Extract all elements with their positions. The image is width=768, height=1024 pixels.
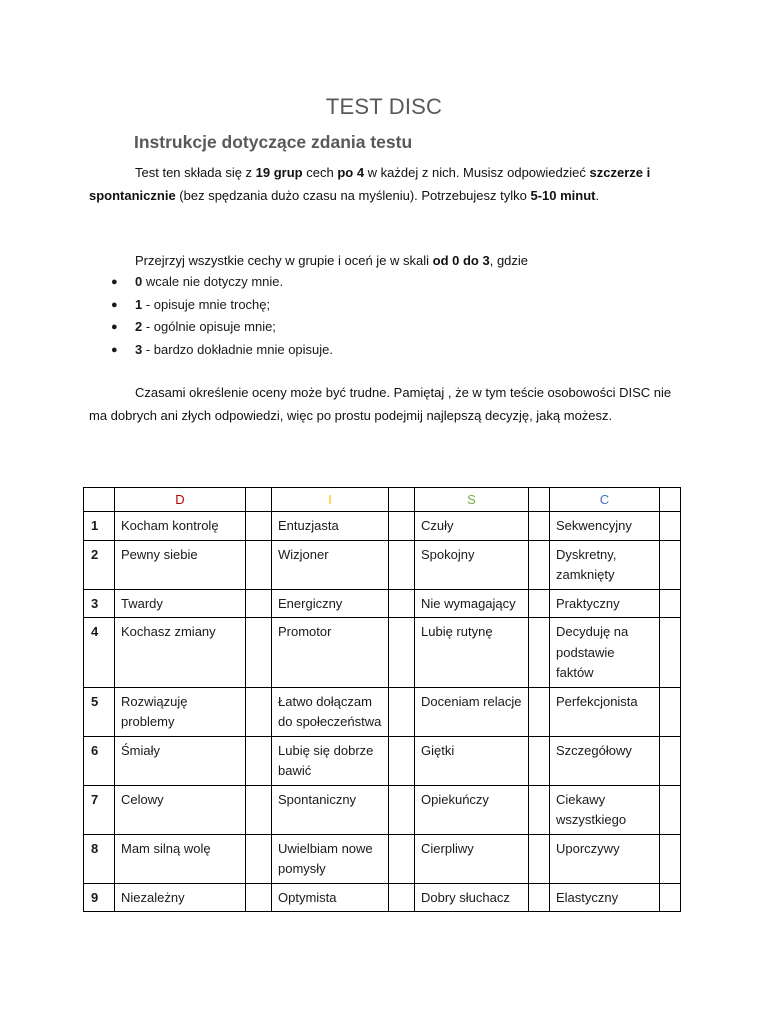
trait-c: Sekwencyjny xyxy=(550,512,660,541)
row-number: 5 xyxy=(84,687,115,736)
score-cell-d[interactable] xyxy=(246,687,272,736)
trait-d: Rozwiązuję problemy xyxy=(115,687,246,736)
page-title: TEST DISC xyxy=(325,94,443,119)
trait-d: Kocham kontrolę xyxy=(115,512,246,541)
trait-c: Elastyczny xyxy=(550,883,660,912)
text-run-bold: od 0 do 3 xyxy=(432,253,490,268)
row-number: 1 xyxy=(84,512,115,541)
text-run-bold: po 4 xyxy=(337,165,365,180)
trait-d: Twardy xyxy=(115,589,246,618)
trait-s: Doceniam relacje xyxy=(415,687,529,736)
table-row xyxy=(84,736,681,785)
trait-i: Lubię się dobrze bawić xyxy=(272,736,389,785)
scale-description: - opisuje mnie trochę; xyxy=(142,296,271,312)
score-cell-c[interactable] xyxy=(660,687,681,736)
score-cell-i[interactable] xyxy=(389,618,415,688)
bullet-icon: ● xyxy=(111,343,118,356)
trait-d: Mam silną wolę xyxy=(115,834,246,883)
text-run-bold: szczerze xyxy=(589,165,643,180)
trait-c: Dyskretny, zamknięty xyxy=(550,540,660,589)
trait-s: Spokojny xyxy=(415,540,529,589)
score-cell-c[interactable] xyxy=(660,618,681,688)
trait-i: Spontaniczny xyxy=(272,785,389,834)
trait-i: Łatwo dołączam do społeczeństwa xyxy=(272,687,389,736)
score-cell-s[interactable] xyxy=(529,834,550,883)
header-cell-number xyxy=(84,488,115,512)
trait-i: Energiczny xyxy=(272,589,389,618)
score-cell-s[interactable] xyxy=(529,687,550,736)
trait-i: Promotor xyxy=(272,618,389,688)
score-cell-s[interactable] xyxy=(529,512,550,541)
trait-s: Cierpliwy xyxy=(415,834,529,883)
instructions-paragraph-1 xyxy=(89,162,679,207)
trait-s: Lubię rutynę xyxy=(415,618,529,688)
score-cell-d[interactable] xyxy=(246,834,272,883)
text-run-bold: 19 grup xyxy=(255,165,303,180)
header-cell-s: S xyxy=(415,488,529,512)
text-run-bold: spontanicznie xyxy=(89,187,176,203)
score-cell-c[interactable] xyxy=(660,589,681,618)
text-run-bold: 5-10 minut xyxy=(530,187,596,203)
trait-d: Celowy xyxy=(115,785,246,834)
text-run: , gdzie xyxy=(489,253,529,268)
trait-d: Kochasz zmiany xyxy=(115,618,246,688)
section-heading: Instrukcje dotyczące zdania testu xyxy=(134,132,413,152)
header-cell-d: D xyxy=(115,488,246,512)
score-cell[interactable] xyxy=(389,488,415,512)
score-cell-d[interactable] xyxy=(246,883,272,912)
text-run: w każdej z nich. Musisz odpowiedzieć xyxy=(364,165,590,180)
score-cell-c[interactable] xyxy=(660,736,681,785)
table-header-row xyxy=(84,488,681,512)
row-number: 3 xyxy=(84,589,115,618)
trait-c: Szczegółowy xyxy=(550,736,660,785)
score-cell-c[interactable] xyxy=(660,540,681,589)
scale-value: 1 xyxy=(135,296,143,312)
row-number: 6 xyxy=(84,736,115,785)
score-cell-i[interactable] xyxy=(389,687,415,736)
scale-value: 2 xyxy=(135,319,143,334)
scale-description: - ogólnie opisuje mnie; xyxy=(142,319,276,334)
trait-s: Dobry słuchacz xyxy=(415,883,529,912)
trait-d: Niezależny xyxy=(115,883,246,912)
text-run: . xyxy=(595,187,600,203)
row-number: 4 xyxy=(84,618,115,688)
score-cell-s[interactable] xyxy=(529,736,550,785)
table-row xyxy=(84,834,681,883)
trait-d: Pewny siebie xyxy=(115,540,246,589)
table-row xyxy=(84,589,681,618)
score-cell-c[interactable] xyxy=(660,883,681,912)
list-item xyxy=(89,294,333,317)
table-row xyxy=(84,618,681,688)
header-cell-c: C xyxy=(550,488,660,512)
trait-c: Perfekcjonista xyxy=(550,687,660,736)
bullet-icon: ● xyxy=(111,276,118,288)
text-run: cech xyxy=(302,165,338,180)
row-number: 2 xyxy=(84,540,115,589)
trait-i: Entuzjasta xyxy=(272,512,389,541)
score-cell-i[interactable] xyxy=(389,834,415,883)
score-cell-i[interactable] xyxy=(389,736,415,785)
score-cell-d[interactable] xyxy=(246,736,272,785)
trait-s: Czuły xyxy=(415,512,529,541)
rating-scale-list xyxy=(89,271,333,361)
text-run: Przejrzyj wszystkie cechy w grupie i oceń je w skali xyxy=(135,253,433,268)
trait-i: Optymista xyxy=(272,883,389,912)
score-cell-d[interactable] xyxy=(246,589,272,618)
row-number: 9 xyxy=(84,883,115,912)
trait-c: Ciekawy wszystkiego xyxy=(550,785,660,834)
score-cell[interactable] xyxy=(660,488,681,512)
score-cell-d[interactable] xyxy=(246,512,272,541)
score-cell-s[interactable] xyxy=(529,589,550,618)
header-cell-i: I xyxy=(272,488,389,512)
text-run: Test ten składa się z xyxy=(135,165,256,180)
trait-d: Śmiały xyxy=(115,736,246,785)
list-item xyxy=(89,271,333,294)
scale-value: 3 xyxy=(135,341,143,357)
score-cell-d[interactable] xyxy=(246,540,272,589)
trait-s: Opiekuńczy xyxy=(415,785,529,834)
trait-c: Uporczywy xyxy=(550,834,660,883)
score-cell-s[interactable] xyxy=(529,785,550,834)
instructions-paragraph-3 xyxy=(89,382,679,427)
score-cell-i[interactable] xyxy=(389,785,415,834)
table-row xyxy=(84,785,681,834)
score-cell-s[interactable] xyxy=(529,883,550,912)
trait-c: Decyduję na podstawie faktów xyxy=(550,618,660,688)
score-cell-d[interactable] xyxy=(246,618,272,688)
score-cell[interactable] xyxy=(246,488,272,512)
score-cell-d[interactable] xyxy=(246,785,272,834)
bullet-icon: ● xyxy=(111,298,118,311)
list-item xyxy=(89,339,333,362)
score-cell-i[interactable] xyxy=(389,512,415,541)
row-number: 7 xyxy=(84,785,115,834)
table-row xyxy=(84,512,681,541)
disc-trait-table xyxy=(83,487,681,912)
text-run-bold: i xyxy=(642,165,651,180)
text-run: (bez spędzania dużo czasu na myśleniu). Potrzebujesz tylko xyxy=(175,187,531,203)
score-cell-i[interactable] xyxy=(389,883,415,912)
list-item xyxy=(89,316,333,339)
table-row xyxy=(84,540,681,589)
score-cell-i[interactable] xyxy=(389,589,415,618)
scale-description: - bardzo dokładnie mnie opisuje. xyxy=(142,341,334,357)
score-cell-c[interactable] xyxy=(660,834,681,883)
instructions-paragraph-2 xyxy=(89,250,679,273)
score-cell-s[interactable] xyxy=(529,618,550,688)
score-cell-c[interactable] xyxy=(660,512,681,541)
score-cell-i[interactable] xyxy=(389,540,415,589)
trait-i: Uwielbiam nowe pomysły xyxy=(272,834,389,883)
row-number: 8 xyxy=(84,834,115,883)
score-cell[interactable] xyxy=(529,488,550,512)
score-cell-s[interactable] xyxy=(529,540,550,589)
score-cell-c[interactable] xyxy=(660,785,681,834)
trait-c: Praktyczny xyxy=(550,589,660,618)
trait-i: Wizjoner xyxy=(272,540,389,589)
scale-value: 0 xyxy=(135,274,143,289)
table-row xyxy=(84,883,681,912)
bullet-icon: ● xyxy=(111,321,118,333)
table-row xyxy=(84,687,681,736)
trait-s: Nie wymagający xyxy=(415,589,529,618)
text-run: Czasami określenie oceny może być trudne. Pamiętaj , że w tym teście osobowości DISC nie ma dobrych ani złych odpowiedzi, więc po prostu podejmij najlepszą decyzję, jaką możesz. xyxy=(89,385,672,423)
scale-description: wcale nie dotyczy mnie. xyxy=(142,274,284,289)
trait-s: Giętki xyxy=(415,736,529,785)
